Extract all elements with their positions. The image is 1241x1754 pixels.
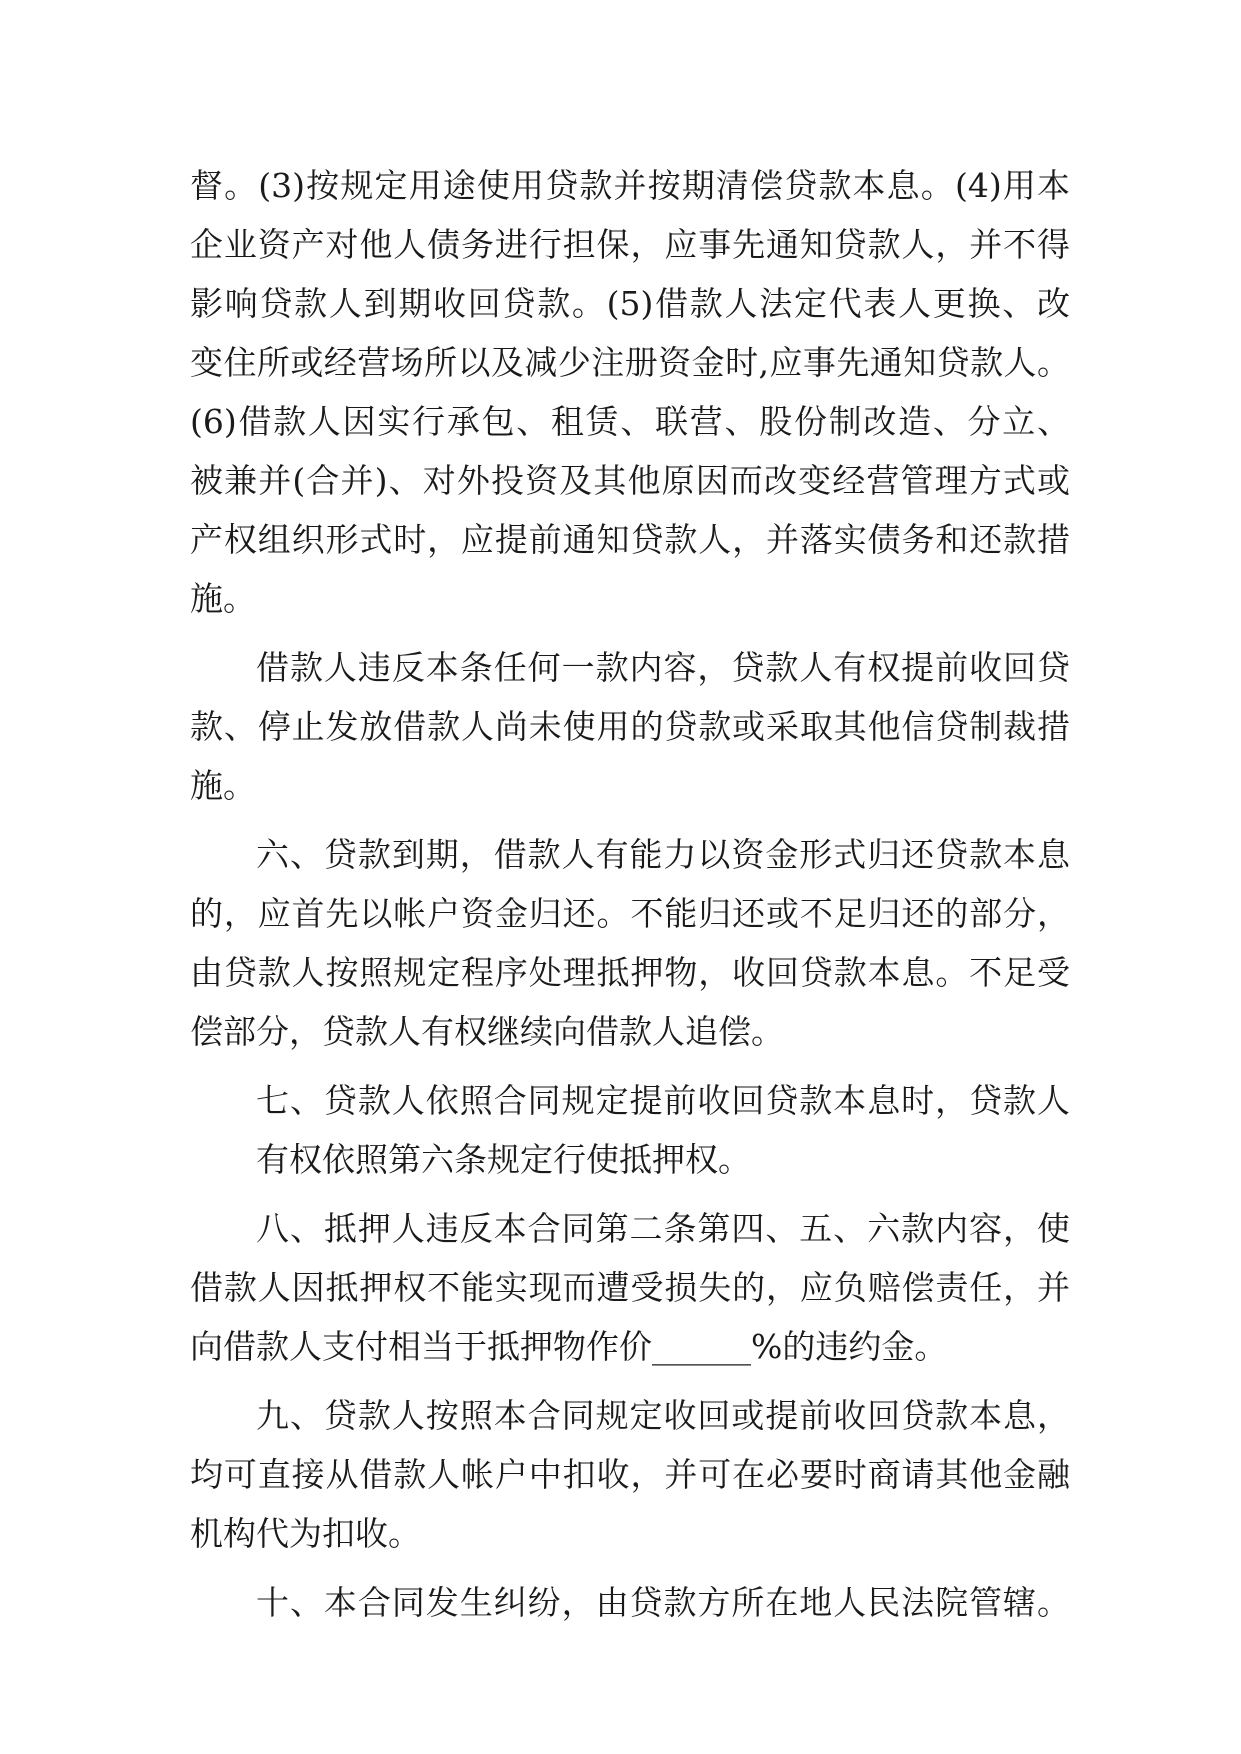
- text-line: 均可直接从借款人帐户中扣收，并可在必要时商请其他金融: [190, 1455, 1070, 1494]
- text-line: 九、贷款人按照本合同规定收回或提前收回贷款本息，: [256, 1396, 1070, 1435]
- paragraph-article-7: [190, 1071, 1070, 1189]
- text-line: 六、贷款到期，借款人有能力以资金形式归还贷款本息: [256, 835, 1070, 874]
- text-line: 企业资产对他人债务进行担保，应事先通知贷款人，并不得: [190, 225, 1070, 264]
- text-line: 影响贷款人到期收回贷款。(5)借款人法定代表人更换、改: [190, 284, 1070, 323]
- text-line: 偿部分，贷款人有权继续向借款人追偿。: [190, 1012, 784, 1051]
- text-line: 借款人因抵押权不能实现而遭受损失的，应负赔偿责任，并: [190, 1268, 1070, 1307]
- text-line: 由贷款人按照规定程序处理抵押物，收回贷款本息。不足受: [190, 953, 1070, 992]
- text-line: 有权依照第六条规定行使抵押权。: [256, 1140, 751, 1179]
- paragraph-breach-clause: [190, 638, 1070, 815]
- paragraph-article-9: [190, 1386, 1070, 1563]
- text-line: 十、本合同发生纠纷，由贷款方所在地人民法院管辖。: [256, 1583, 1070, 1622]
- text-line: 督。(3)按规定用途使用贷款并按期清偿贷款本息。(4)用本: [190, 166, 1070, 205]
- text-line: 借款人违反本条任何一款内容，贷款人有权提前收回贷: [256, 648, 1070, 687]
- text-line: 款、停止发放借款人尚未使用的贷款或采取其他信贷制裁措: [190, 707, 1070, 746]
- text-line: 八、抵押人违反本合同第二条第四、五、六款内容，使: [256, 1209, 1070, 1248]
- text-line: 施。: [190, 766, 256, 805]
- text-line: 变住所或经营场所以及减少注册资金时,应事先通知贷款人。: [190, 343, 1070, 382]
- text-line: 施。: [190, 579, 256, 618]
- text-line: 的，应首先以帐户资金归还。不能归还或不足归还的部分，: [190, 894, 1070, 933]
- paragraph-article-8: [190, 1199, 1070, 1376]
- document-body: [190, 156, 1070, 1632]
- text-line: 机构代为扣收。: [190, 1514, 421, 1553]
- text-line: 向借款人支付相当于抵押物作价______%的违约金。: [190, 1327, 948, 1366]
- text-line: (6)借款人因实行承包、租赁、联营、股份制改造、分立、: [190, 402, 1070, 441]
- text-line: 七、贷款人依照合同规定提前收回贷款本息时，贷款人: [256, 1081, 1070, 1120]
- paragraph-article-6: [190, 825, 1070, 1061]
- text-line: 产权组织形式时，应提前通知贷款人，并落实债务和还款措: [190, 520, 1070, 559]
- paragraph-article-10: [190, 1573, 1070, 1632]
- text-line: 被兼并(合并)、对外投资及其他原因而改变经营管理方式或: [190, 461, 1070, 500]
- paragraph-obligations-continued: [190, 156, 1070, 628]
